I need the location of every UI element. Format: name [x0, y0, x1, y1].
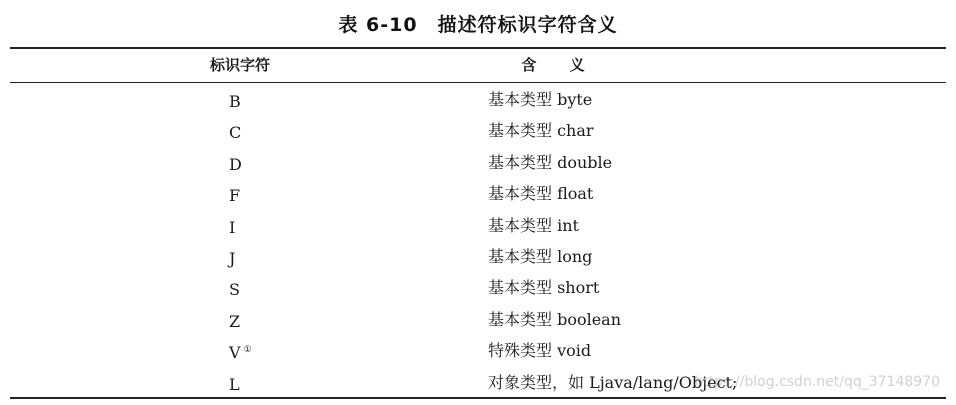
row-meaning: 基本类型 boolean	[488, 309, 622, 329]
row-meaning: 基本类型 double	[488, 152, 613, 172]
row-code: L	[229, 374, 240, 394]
row-code: I	[229, 217, 236, 237]
row-code: S	[229, 280, 240, 300]
table-row	[10, 210, 946, 241]
row-meaning: 基本类型 long	[488, 246, 593, 266]
row-meaning: 特殊类型 void	[488, 341, 592, 361]
table-row	[10, 178, 946, 209]
row-meaning: 基本类型 char	[488, 121, 594, 141]
row-meaning: 对象类型，如 Ljava/lang/Object;	[488, 372, 738, 392]
table-row	[10, 147, 946, 178]
row-meaning: 基本类型 short	[488, 278, 600, 298]
table-row	[10, 241, 946, 272]
table-row	[10, 84, 946, 115]
table-title: 表 6-10 描述符标识字符含义	[338, 14, 618, 36]
table-body	[10, 84, 946, 398]
table-header-rule	[10, 82, 946, 83]
row-code: D	[229, 154, 242, 174]
table-header	[10, 49, 946, 82]
header-code: 标识字符	[209, 56, 270, 74]
watermark: https://blog.csdn.net/qq_37148970	[694, 374, 940, 390]
row-code: C	[229, 123, 242, 143]
row-meaning: 基本类型 byte	[488, 90, 593, 109]
row-code: F	[229, 186, 241, 206]
row-meaning: 基本类型 float	[488, 184, 594, 204]
table-row	[10, 115, 946, 146]
row-code: J	[229, 248, 236, 268]
row-code: V ①	[229, 343, 252, 363]
header-meaning: 含 义	[521, 56, 599, 74]
table-bottom-rule	[10, 397, 946, 399]
table-row	[10, 335, 946, 366]
footnote-marker: ①	[243, 345, 252, 356]
table-row	[10, 304, 946, 335]
table-row	[10, 272, 946, 303]
row-code: B	[229, 92, 241, 111]
row-code: Z	[229, 311, 241, 331]
row-meaning: 基本类型 int	[488, 215, 579, 235]
